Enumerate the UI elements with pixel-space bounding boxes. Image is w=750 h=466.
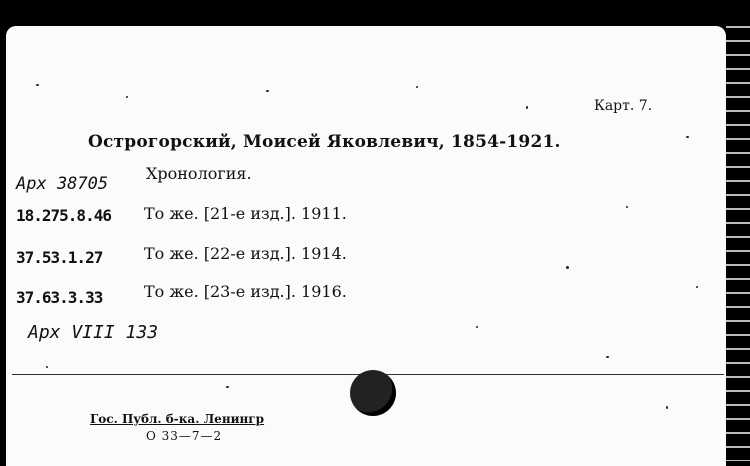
work-title: Хронология. (146, 164, 252, 183)
speck (696, 286, 698, 288)
speck (36, 84, 39, 86)
speck (566, 266, 569, 269)
edition-entry: То же. [23-е изд.]. 1916. (144, 282, 347, 301)
speck (226, 386, 229, 388)
speck (526, 106, 528, 109)
card-number: Карт. 7. (594, 98, 653, 114)
author-heading: Острогорский, Моисей Яковлевич, 1854-1921. (88, 132, 561, 152)
scan-edge-strip (726, 20, 750, 461)
shelfmark: 18.275.8.46 (16, 206, 111, 225)
speck (626, 206, 628, 208)
handwritten-archive-note: Арх 38705 (16, 174, 109, 194)
punch-hole (350, 370, 396, 416)
edition-entry: То же. [21-е изд.]. 1911. (144, 204, 347, 223)
speck (126, 96, 128, 98)
speck (46, 366, 48, 368)
speck (606, 356, 609, 358)
speck (416, 86, 418, 88)
speck (686, 136, 689, 138)
speck (476, 326, 478, 328)
speck (666, 406, 668, 409)
handwritten-archive-note: Арх VIII 133 (28, 322, 159, 343)
shelfmark: 37.63.3.33 (16, 288, 103, 307)
catalog-card (6, 26, 726, 466)
edition-entry: То же. [22-е изд.]. 1914. (144, 244, 347, 263)
library-footer: Гос. Публ. б-ка. Ленингр (90, 412, 265, 426)
speck (266, 90, 269, 92)
shelfmark: 37.53.1.27 (16, 248, 103, 267)
inventory-stamp: О 33—7—2 (146, 429, 223, 443)
